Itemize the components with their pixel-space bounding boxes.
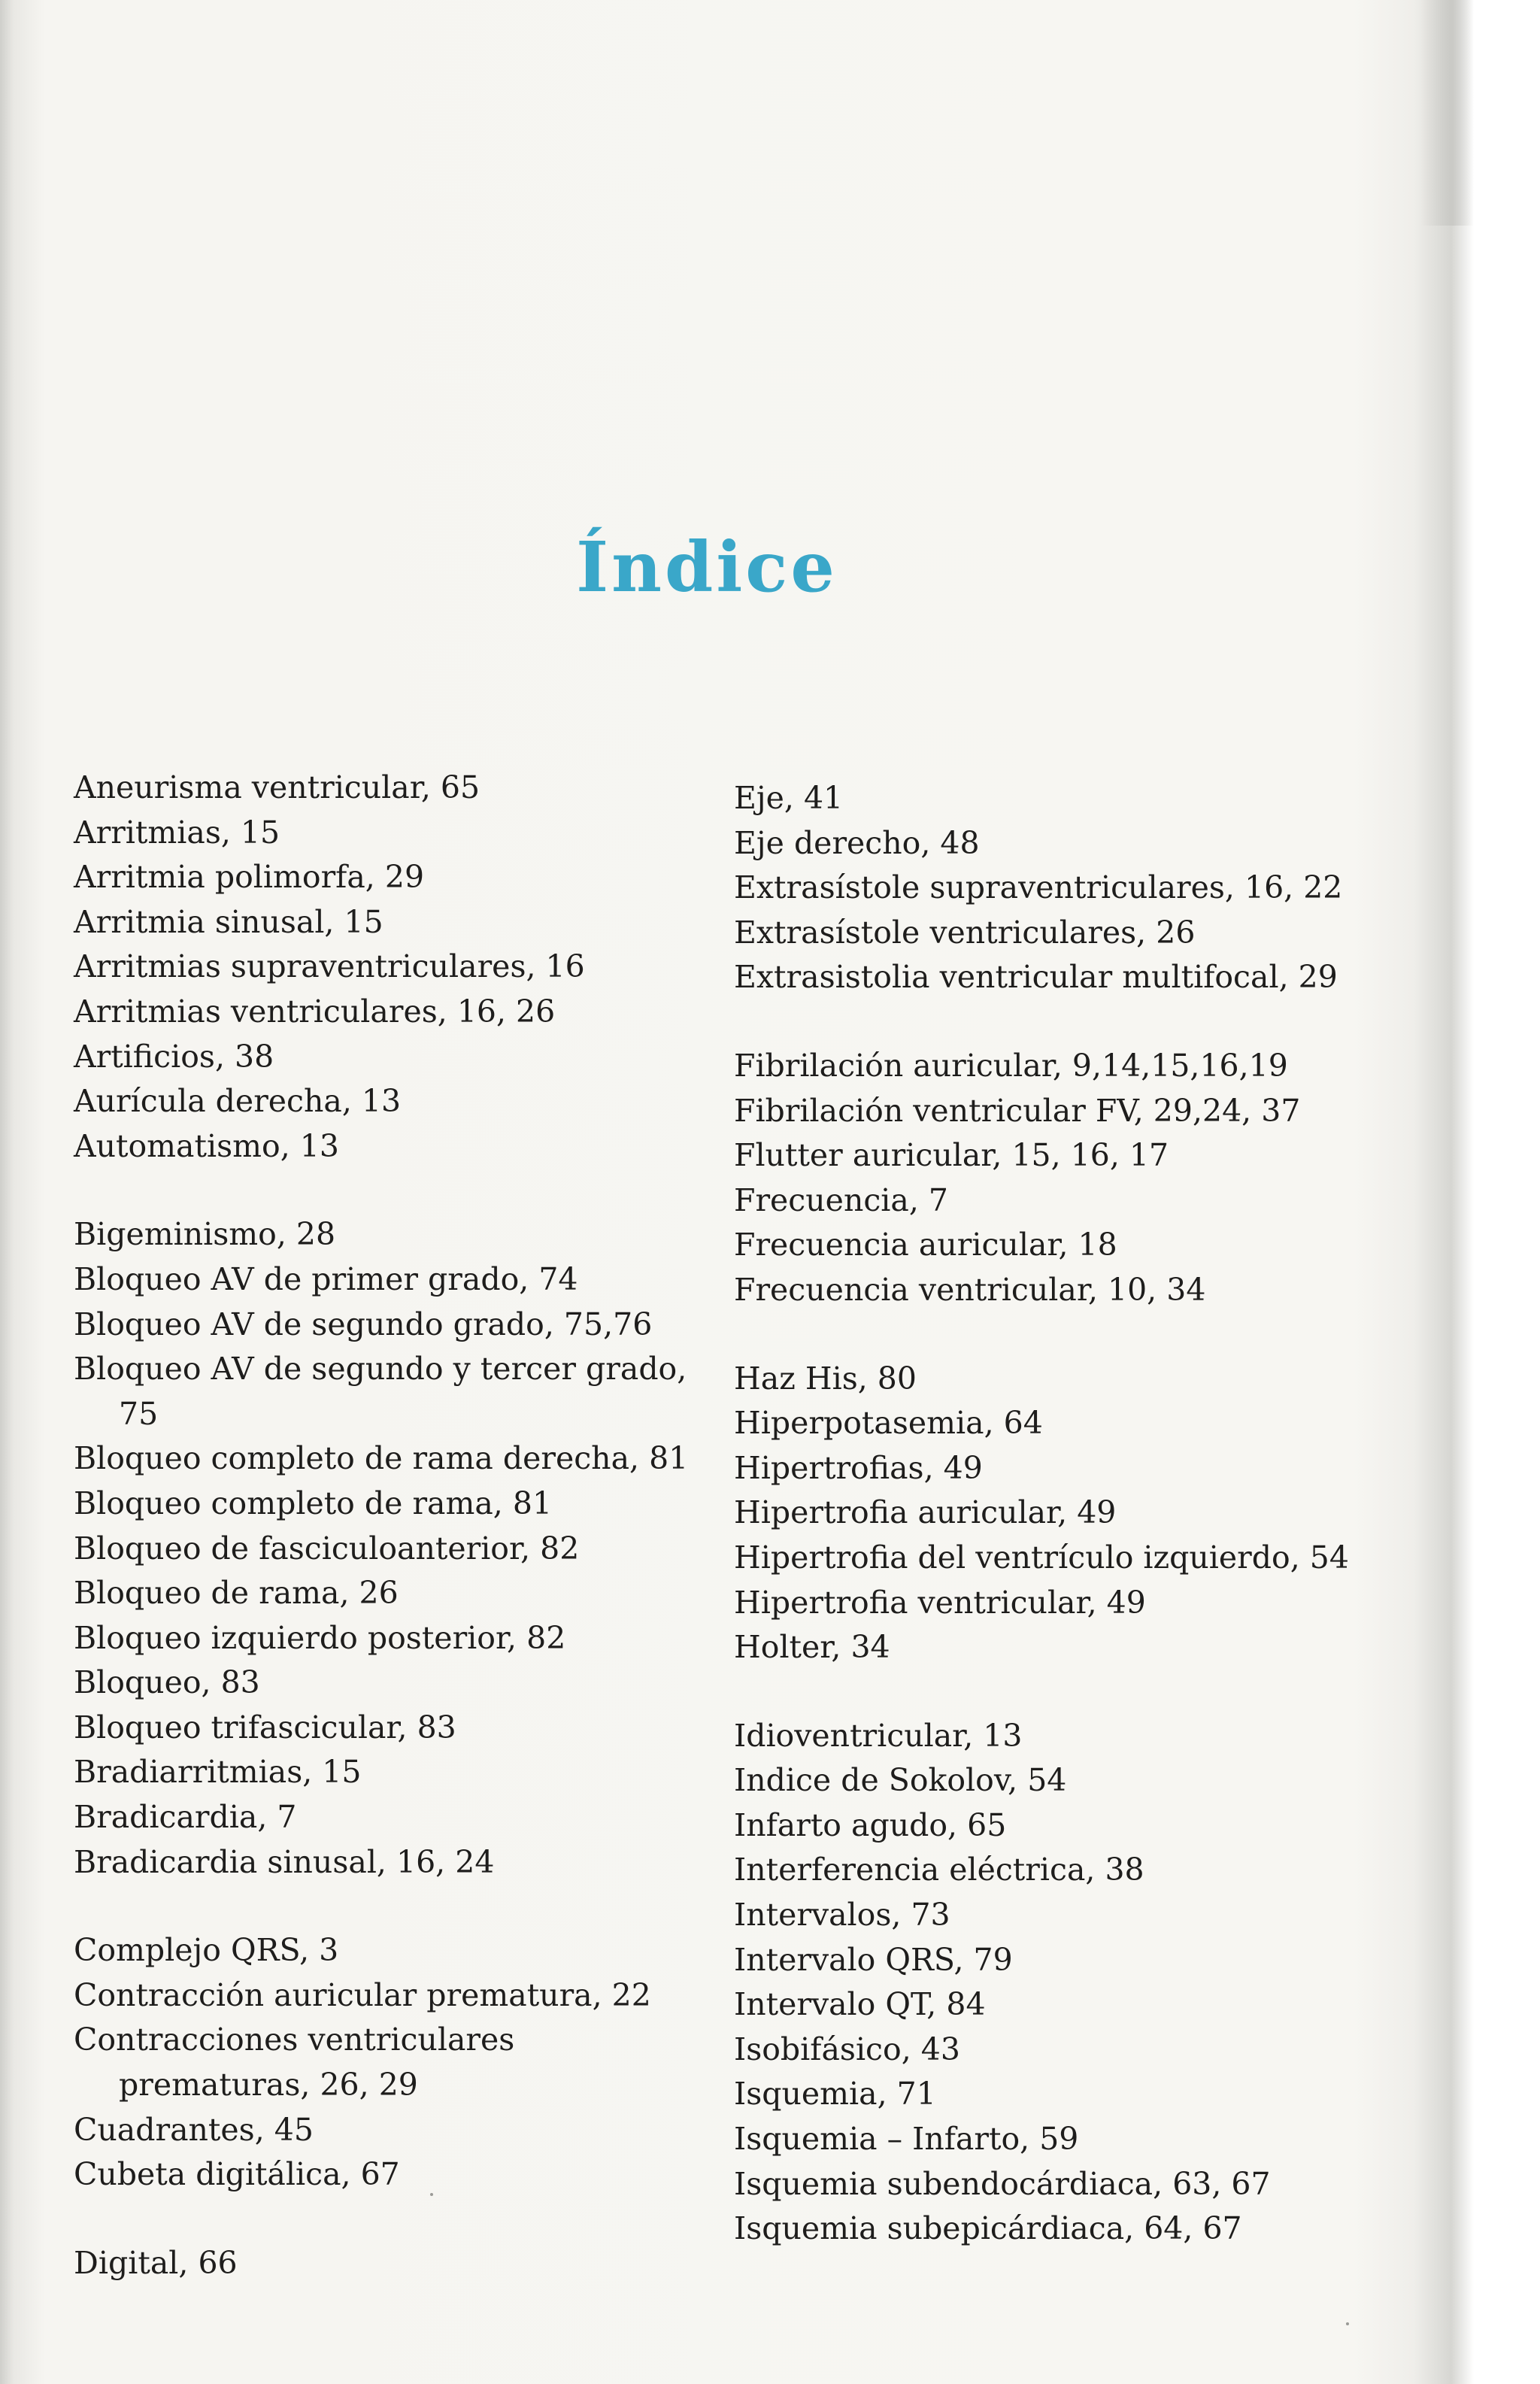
index-entry: Isobifásico, 43 (734, 2031, 960, 2067)
index-entry: Contracciones ventriculares prematuras, 26, 29 (74, 2022, 515, 2103)
index-entry: Digital, 66 (74, 2244, 238, 2281)
index-entry: Intervalo QT, 84 (734, 1986, 986, 2023)
index-entry: Isquemia subepicárdiaca, 64, 67 (734, 2210, 1242, 2247)
index-entry: Bradicardia, 7 (74, 1799, 297, 1836)
index-group-h (734, 1357, 1381, 1670)
index-entry: Arritmias ventriculares, 16, 26 (74, 993, 556, 1030)
index-entry: Cubeta digitálica, 67 (74, 2156, 400, 2193)
index-group-d (74, 2241, 713, 2286)
index-entry: Hiperpotasemia, 64 (734, 1405, 1043, 1442)
index-entry: Bigeminismo, 28 (74, 1216, 336, 1253)
index-entry: Idioventricular, 13 (734, 1717, 1023, 1754)
index-entry: Haz His, 80 (734, 1360, 917, 1397)
index-entry: Intervalos, 73 (734, 1897, 950, 1934)
index-entry: Bloqueo de rama, 26 (74, 1575, 399, 1612)
index-entry: Bloqueo AV de primer grado, 74 (74, 1260, 578, 1297)
index-entry: Hipertrofia ventricular, 49 (734, 1584, 1146, 1621)
index-entry: Extrasistolia ventricular multifocal, 29 (734, 959, 1338, 996)
index-entry: Arritmia sinusal, 15 (74, 903, 383, 940)
index-entry: Bloqueo de fasciculoanterior, 82 (74, 1530, 580, 1567)
index-entry: Extrasístole ventriculares, 26 (734, 914, 1196, 951)
index-entry: Complejo QRS, 3 (74, 1932, 339, 1969)
index-entry: Frecuencia auricular, 18 (734, 1227, 1117, 1263)
index-entry: Arritmia polimorfa, 29 (74, 859, 425, 896)
index-entry: Hipertrofia auricular, 49 (734, 1494, 1117, 1531)
index-group-c (74, 1928, 713, 2197)
index-entry: Fibrilación ventricular FV, 29,24, 37 (734, 1092, 1301, 1129)
index-column-right (734, 776, 1381, 2295)
index-entry: Interferencia eléctrica, 38 (734, 1852, 1144, 1888)
index-entry: Isquemia, 71 (734, 2076, 936, 2113)
index-entry: Frecuencia ventricular, 10, 34 (734, 1271, 1206, 1308)
page-shadow (1421, 0, 1474, 226)
index-entry: Flutter auricular, 15, 16, 17 (734, 1137, 1169, 1174)
index-entry: Eje derecho, 48 (734, 824, 980, 861)
index-entry: Holter, 34 (734, 1629, 890, 1666)
index-group-e (734, 776, 1381, 1000)
index-entry: Indice de Sokolov, 54 (734, 1762, 1067, 1799)
index-entry: Bloqueo izquierdo posterior, 82 (74, 1619, 566, 1656)
index-entry: Eje, 41 (734, 780, 844, 816)
index-group-a (74, 766, 713, 1169)
index-entry: Bradiarritmias, 15 (74, 1754, 362, 1791)
index-entry: Bradicardia sinusal, 16, 24 (74, 1843, 495, 1880)
index-entry: Bloqueo completo de rama, 81 (74, 1485, 553, 1521)
index-entry: Intervalo QRS, 79 (734, 1941, 1013, 1978)
index-entry: Bloqueo completo de rama derecha, 81 (74, 1440, 689, 1477)
index-group-i (734, 1714, 1381, 2252)
index-entry: Aneurisma ventricular, 65 (74, 769, 480, 805)
index-entry: Isquemia subendocárdiaca, 63, 67 (734, 2165, 1271, 2202)
index-entry: Hipertrofia del ventrículo izquierdo, 54 (734, 1539, 1349, 1576)
page-title: Índice (576, 526, 838, 608)
index-entry: Frecuencia, 7 (734, 1181, 949, 1218)
index-entry: Extrasístole supraventriculares, 16, 22 (734, 869, 1343, 906)
index-entry: Bloqueo trifascicular, 83 (74, 1709, 456, 1746)
index-entry: Artificios, 38 (74, 1038, 274, 1075)
index-entry: Cuadrantes, 45 (74, 2111, 314, 2148)
index-group-f (734, 1044, 1381, 1313)
index-column-left (74, 766, 713, 2329)
index-entry: Isquemia – Infarto, 59 (734, 2121, 1079, 2158)
index-entry: Bloqueo AV de segundo grado, 75,76 (74, 1306, 653, 1342)
index-entry: Automatismo, 13 (74, 1127, 339, 1164)
index-entry: Fibrilación auricular, 9,14,15,16,19 (734, 1047, 1288, 1084)
index-entry: Contracción auricular prematura, 22 (74, 1976, 651, 2013)
index-entry: Hipertrofias, 49 (734, 1449, 983, 1486)
index-entry: Bloqueo, 83 (74, 1664, 260, 1701)
scan-speck (1346, 2322, 1349, 2325)
index-entry: Bloqueo AV de segundo y tercer grado, 75 (74, 1351, 687, 1432)
scan-speck (430, 2193, 433, 2196)
index-entry: Aurícula derecha, 13 (74, 1083, 402, 1120)
index-entry: Arritmias, 15 (74, 814, 280, 851)
index-entry: Infarto agudo, 65 (734, 1806, 1007, 1843)
index-group-b (74, 1212, 713, 1885)
index-entry: Arritmias supraventriculares, 16 (74, 948, 585, 985)
